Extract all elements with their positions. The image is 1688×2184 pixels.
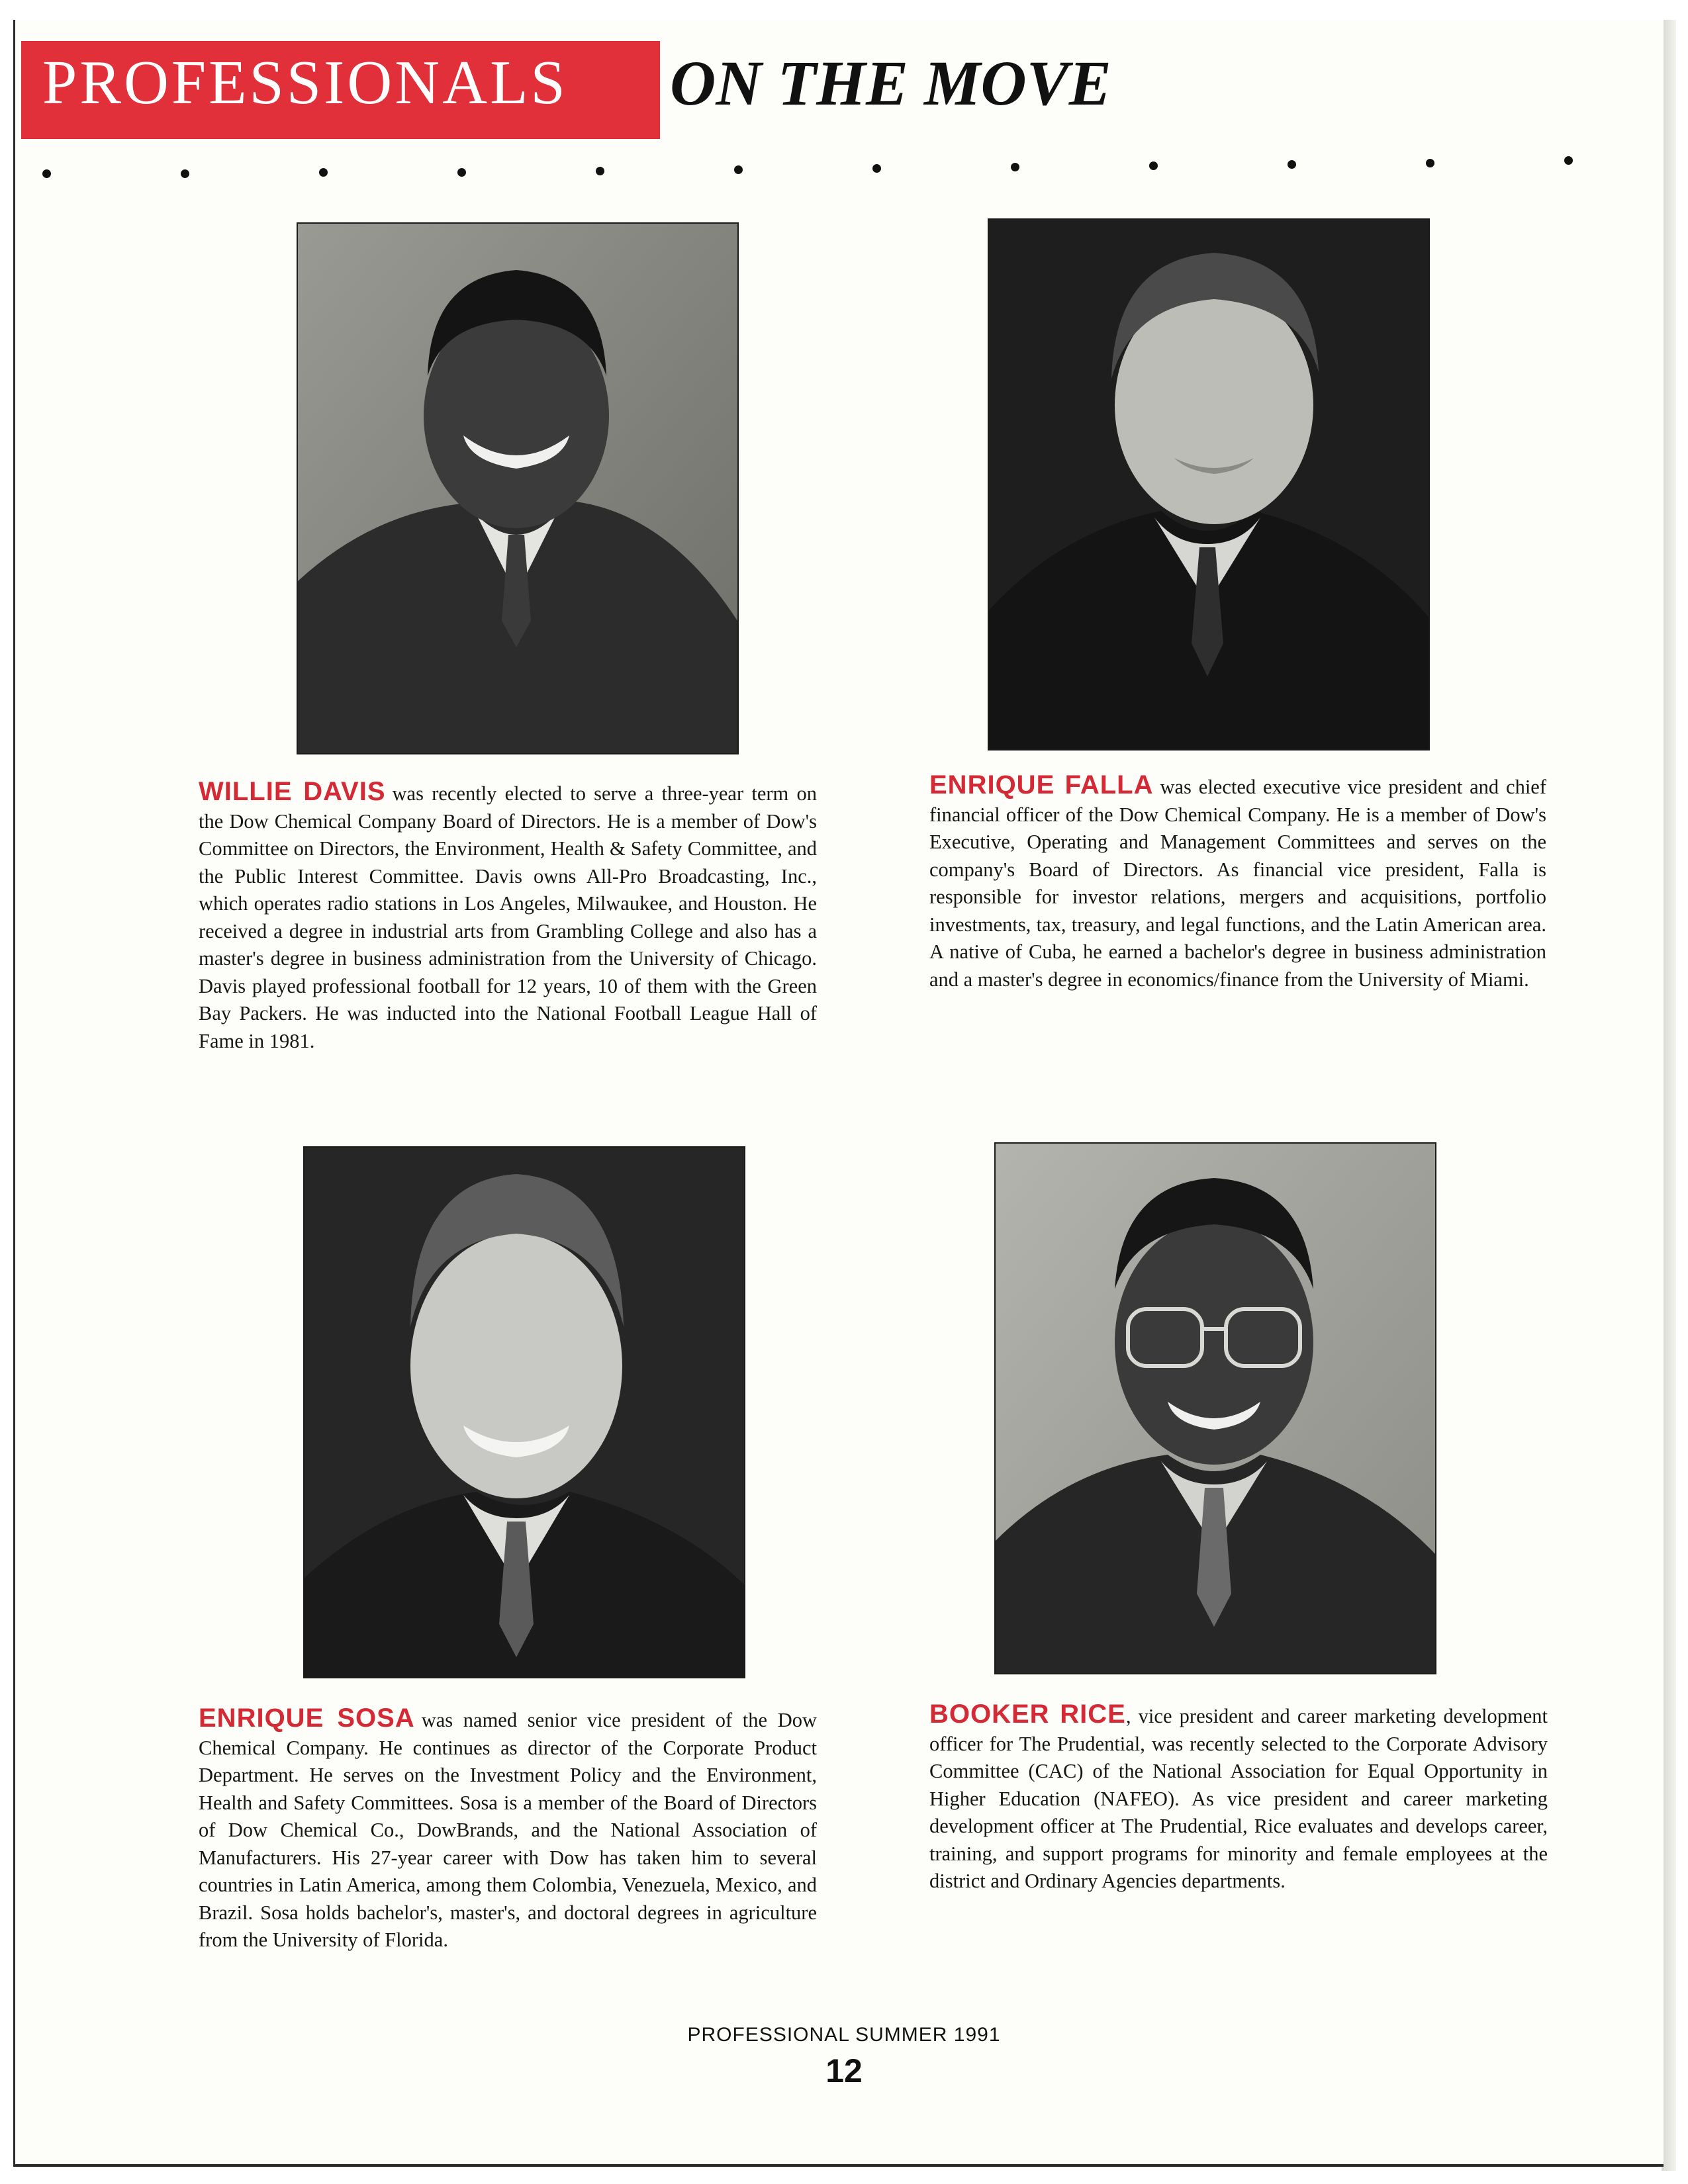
portrait-photo — [988, 218, 1430, 751]
divider-dot — [1426, 159, 1434, 167]
divider-dot — [1288, 160, 1296, 169]
profile-name: ENRIQUE SOSA — [199, 1704, 415, 1733]
divider-dot — [734, 165, 743, 174]
divider-dot — [181, 169, 189, 178]
divider-dot — [1149, 161, 1158, 170]
divider-dot — [42, 169, 51, 178]
profile-text: , vice president and career marketing development officer for The Prudential, was recently selected to the Corporate Advisory Committee (CAC) of the National Association for Equal Opportunity in Higher Education (NAFEO). As vice president and career marketing development officer at The Prudential, Rice evaluates and develops career, training, and support programs for minority and female employees at the district and Ordinary Agencies departments. — [929, 1705, 1548, 1892]
profile-name: BOOKER RICE — [929, 1700, 1126, 1729]
page-edge-shadow — [1662, 20, 1676, 2171]
profile-name: ENRIQUE FALLA — [929, 770, 1154, 799]
divider-dot — [319, 168, 328, 177]
issue-label: PROFESSIONAL SUMMER 1991 — [687, 2024, 1001, 2046]
portrait-photo — [994, 1142, 1436, 1674]
profile-text: was recently elected to serve a three-year term on the Dow Chemical Company Board of Directors. He is a member of Dow's Committee on Directors, the Environment, Health & Safety Committee, and the Public Interest Committee. Davis owns All-Pro Broadcasting, Inc., which operates radio stations in Los Angeles, Milwaukee, and Houston. He received a degree in industrial arts from Grambling College and also has a master's degree in business administration from the University of Chicago. Davis played professional football for 12 years, 10 of them with the Green Bay Packers. He was inducted into the National Football League Hall of Fame in 1981. — [199, 782, 817, 1052]
divider-dot — [596, 167, 604, 175]
profile-bio — [199, 778, 817, 1055]
profile-name: WILLIE DAVIS — [199, 777, 386, 806]
portrait-photo — [297, 222, 739, 754]
divider-dot — [457, 168, 466, 177]
page-number: 12 — [825, 2052, 863, 2089]
portrait-photo — [303, 1146, 745, 1678]
profile-bio — [929, 1701, 1548, 1895]
divider-dot — [1564, 156, 1573, 165]
profile-text: was named senior vice president of the Dow Chemical Company. He continues as director of the Corporate Product Department. He serves on the Investment Policy and the Environment, Health and Safety Committees. Sosa is a member of the Board of Directors of Dow Chemical Co., DowBrands, and the National Association of Manufacturers. His 27-year career with Dow has taken him to several countries in Latin America, among them Colombia, Venezuela, Mexico, and Brazil. Sosa holds bachelor's, master's, and doctoral degrees in agriculture from the University of Florida. — [199, 1709, 818, 1951]
profile-bio — [929, 772, 1546, 993]
profile-bio — [199, 1705, 817, 1954]
section-tagline: ON THE MOVE — [670, 48, 1111, 118]
divider-dot — [1011, 163, 1019, 171]
section-title: PROFESSIONALS — [42, 48, 568, 117]
profile-text: was elected executive vice president and chief financial officer of the Dow Chemical Company. He is a member of Dow's Executive, Operating and Management Committees and serves on the company's Board of Directors. As financial vice president, Falla is responsible for investor relations, mergers and acquisitions, portfolio investments, tax, treasury, and legal functions, and the Latin American area. A native of Cuba, he earned a bachelor's degree in business administration and a master's degree in economics/finance from the University of Miami. — [929, 776, 1546, 991]
divider-dot — [872, 164, 881, 173]
